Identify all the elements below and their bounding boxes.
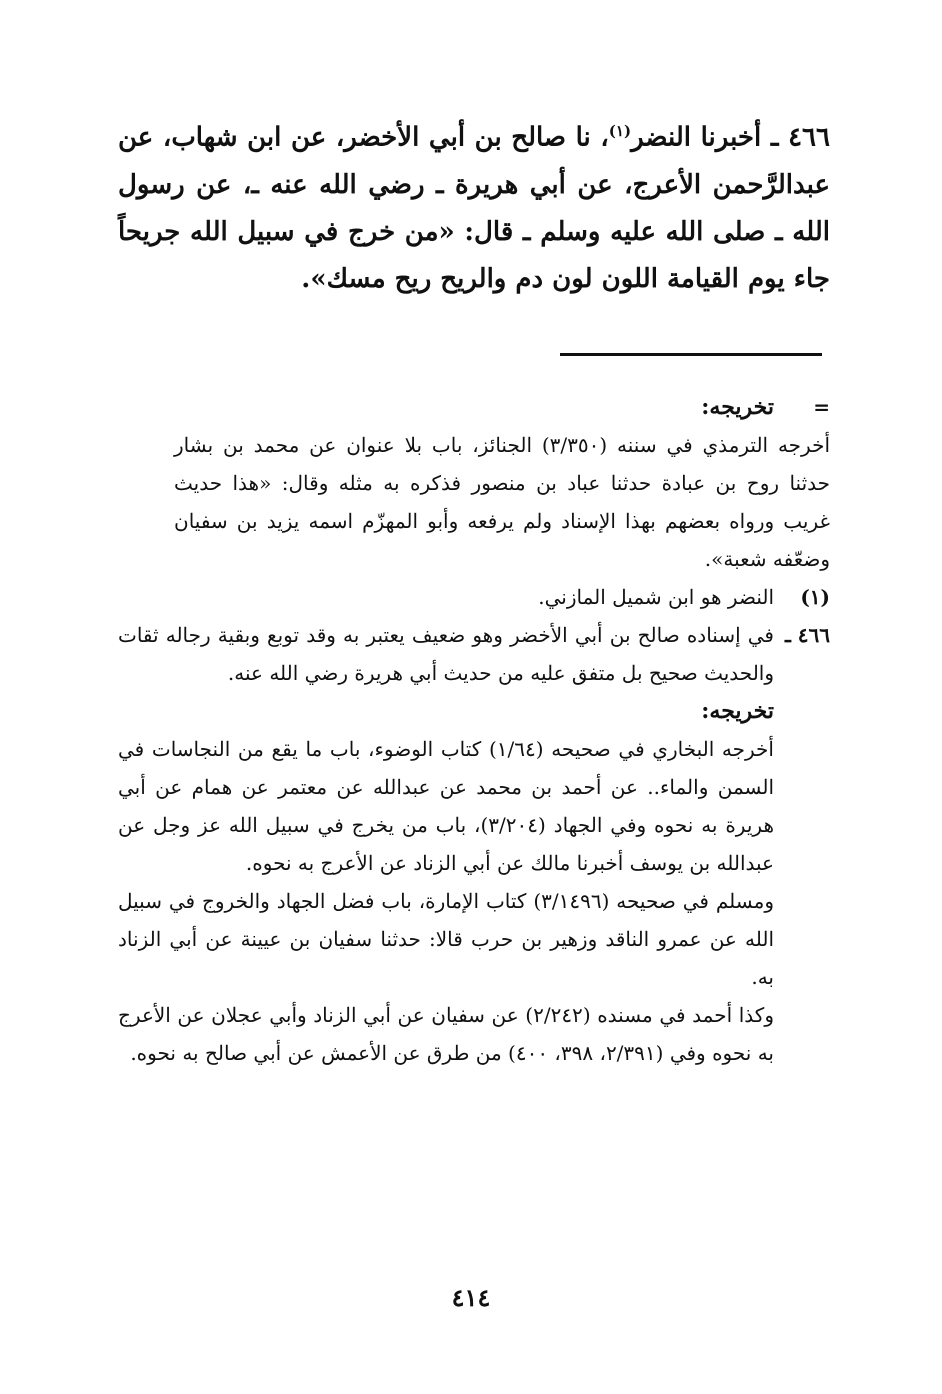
continuation-note — [118, 388, 830, 426]
takhrij-heading-466: تخريجه: — [701, 698, 774, 724]
hadith-paragraph — [118, 108, 830, 303]
continuation-body — [118, 388, 774, 426]
continuation-text: أخرجه الترمذي في سننه (٣/٣٥٠) الجنائز، باب بلا عنوان عن محمد بن بشار حدثنا روح بن عبادة حدثنا عباد بن منصور فذكره به مثله وقال: «هذا حديث غريب ورواه بعضهم بهذا الإسناد ولم يرفعه وأبو المهزّم اسمه يزيد بن سفيان وضعّفه شعبة». — [174, 433, 830, 571]
footnote-divider — [560, 353, 822, 356]
hadith-number: ٤٦٦ ـ — [770, 122, 830, 153]
hadith-text-466 — [118, 108, 830, 303]
hadith-466-note-body — [118, 616, 774, 1072]
hadith-466-note-marker: ٤٦٦ ـ — [784, 623, 830, 647]
hadith-text-part-1: أخبرنا النضر — [631, 122, 771, 153]
footnote-reference: (١) — [608, 122, 632, 140]
continuation-marker: = — [813, 395, 830, 419]
footnotes-section — [118, 388, 830, 1072]
takhrij-bukhari: أخرجه البخاري في صحيحه (١/٦٤) كتاب الوضوء، باب ما يقع من النجاسات في السمن والماء.. عن أحمد بن محمد عن عبدالله عن معتمر عن همام عن أبي هريرة به نحوه وفي الجهاد (٣/٢٠٤)، باب من يخرج في سبيل الله عز وجل عن عبدالله بن يوسف أخبرنا مالك عن أبي الزناد عن الأعرج به نحوه. — [118, 737, 774, 875]
hadith-466-note — [118, 616, 830, 1072]
footnote-1-text: النضر هو ابن شميل المازني. — [538, 585, 774, 609]
footnote-1 — [118, 578, 830, 616]
takhrij-heading: تخريجه: — [701, 394, 774, 420]
page-number: ٤١٤ — [451, 1283, 491, 1312]
takhrij-ahmad: وكذا أحمد في مسنده (٢/٢٤٢) عن سفيان عن أبي الزناد وأبي عجلان عن الأعرج به نحوه وفي (٢/٣٩١، ٣٩٨، ٤٠٠) من طرق عن الأعمش عن أبي صالح به نحوه. — [118, 1003, 774, 1065]
takhrij-muslim: ومسلم في صحيحه (٣/١٤٩٦) كتاب الإمارة، باب فضل الجهاد والخروج في سبيل الله عن عمرو الناقد وزهير بن حرب قالا: حدثنا سفيان بن عيينة عن أبي الزناد به. — [118, 889, 774, 989]
footnote-1-marker: (١) — [800, 585, 830, 609]
hadith-text-part-2: ، نا صالح بن أبي الأخضر، عن ابن شهاب، عن عبدالرَّحمن الأعرج، عن أبي هريرة ـ رضي الله عنه ـ، عن رسول الله ـ صلى الله عليه وسلم ـ قال: «من خرج في سبيل الله جريحاً جاء يوم القيامة اللون لون دم والريح ريح مسك». — [118, 122, 830, 294]
hadith-466-note-text: في إسناده صالح بن أبي الأخضر وهو ضعيف يعتبر به وقد توبع وبقية رجاله ثقات والحديث صحيح بل متفق عليه من حديث أبي هريرة رضي الله عنه. — [118, 623, 774, 685]
